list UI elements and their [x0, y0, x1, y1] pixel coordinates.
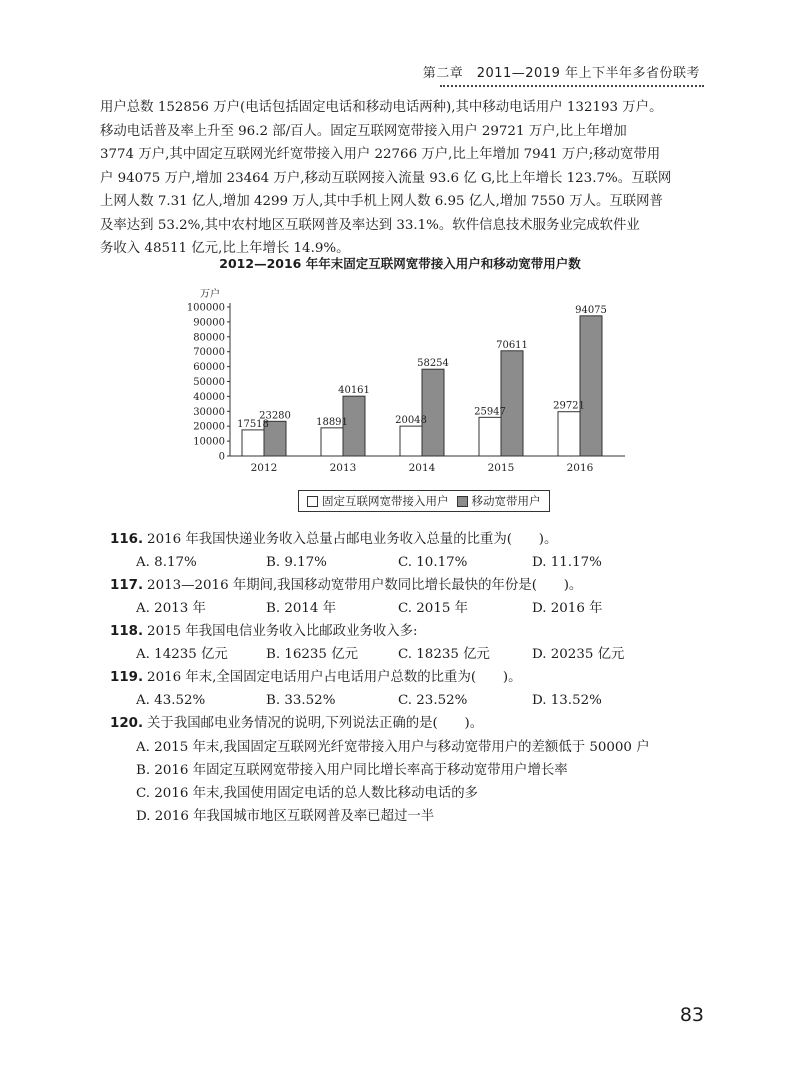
passage-line: 3774 万户,其中固定互联网光纤宽带接入用户 22766 万户,比上年增加 7941 万户;移动宽带用	[100, 147, 661, 162]
data-label-mobile: 94075	[575, 304, 607, 316]
option-b[interactable]: B. 9.17%	[266, 555, 327, 570]
x-tick-label: 2016	[566, 462, 594, 474]
option-d[interactable]: D. 13.52%	[532, 693, 602, 708]
passage-line: 移动电话普及率上升至 96.2 部/百人。固定互联网宽带接入用户 29721 万户,比上年增加	[100, 123, 627, 139]
question-text: 2013—2016 年期间,我国移动宽带用户数同比增长最快的年份是( )。	[147, 578, 583, 593]
y-tick-label: 70000	[193, 347, 225, 359]
option-a[interactable]: A. 2015 年末,我国固定互联网光纤宽带接入用户与移动宽带用户的差额低于 50000 户	[136, 740, 650, 755]
question-stem	[110, 528, 730, 552]
legend-swatch-fixed	[307, 496, 318, 507]
bar-fixed	[479, 417, 501, 456]
question-stem	[110, 574, 730, 598]
data-label-fixed: 29721	[553, 400, 585, 412]
option-d[interactable]: D. 2016 年	[532, 601, 603, 616]
question-120	[110, 712, 730, 828]
data-label-fixed: 17518	[237, 418, 269, 430]
bar-chart	[0, 270, 800, 490]
x-tick-label: 2012	[250, 462, 278, 474]
option-list	[136, 736, 730, 828]
bar-mobile	[501, 351, 523, 456]
option-a[interactable]: A. 2013 年	[136, 601, 206, 616]
y-tick-label: 60000	[193, 362, 225, 374]
y-axis-label: 万户	[200, 289, 220, 300]
passage-line: 及率达到 53.2%,其中农村地区互联网普及率达到 33.1%。软件信息技术服务业完成软件业	[100, 217, 640, 233]
y-tick-label: 20000	[193, 421, 225, 433]
option-a[interactable]: A. 43.52%	[136, 693, 206, 708]
question-119	[110, 666, 730, 712]
y-tick-label: 100000	[186, 302, 225, 314]
data-label-fixed: 25947	[474, 406, 506, 418]
option-c[interactable]: C. 23.52%	[398, 693, 468, 708]
question-116	[110, 528, 730, 574]
page-number: 83	[679, 1004, 704, 1026]
option-b[interactable]: B. 2014 年	[266, 601, 337, 616]
option-row	[136, 690, 730, 712]
chart-legend	[298, 490, 550, 512]
data-label-fixed: 18891	[316, 416, 348, 428]
data-label-mobile: 40161	[338, 385, 370, 397]
chart-title: 2012—2016 年年末固定互联网宽带接入用户和移动宽带用户数	[219, 256, 581, 271]
data-label-fixed: 20048	[395, 415, 427, 427]
y-tick-label: 0	[218, 451, 225, 463]
option-c[interactable]: C. 2016 年末,我国使用固定电话的总人数比移动电话的多	[136, 786, 479, 801]
y-tick-label: 50000	[193, 377, 225, 388]
bar-mobile	[580, 316, 602, 456]
question-list	[110, 528, 730, 828]
y-tick-label: 40000	[193, 391, 225, 403]
option-a[interactable]: A. 8.17%	[136, 555, 197, 570]
option-row	[136, 644, 730, 666]
option-c[interactable]: C. 10.17%	[398, 555, 468, 570]
passage-text	[100, 96, 710, 261]
passage-line: 用户总数 152856 万户(电话包括固定电话和移动电话两种),其中移动电话用户 132193 万户。	[100, 100, 663, 115]
data-label-mobile: 23280	[259, 410, 291, 422]
x-tick-label: 2014	[408, 462, 436, 474]
x-tick-label: 2013	[329, 462, 357, 474]
y-tick-label: 80000	[193, 332, 225, 344]
passage-line: 务收入 48511 亿元,比上年增长 14.9%。	[100, 241, 350, 256]
bar-fixed	[558, 412, 580, 456]
question-stem	[110, 666, 730, 690]
question-number: 117.	[110, 578, 144, 593]
x-tick-label: 2015	[487, 462, 515, 474]
option-d[interactable]: D. 20235 亿元	[532, 647, 625, 662]
option-c[interactable]: C. 2015 年	[398, 601, 469, 616]
legend-swatch-mobile	[457, 496, 468, 507]
bar-fixed	[400, 426, 422, 456]
option-row	[136, 552, 730, 574]
option-c[interactable]: C. 18235 亿元	[398, 647, 490, 662]
question-text: 2015 年我国电信业务收入比邮政业务收入多:	[147, 624, 418, 639]
y-tick-label: 90000	[193, 317, 225, 329]
legend-label-fixed: 固定互联网宽带接入用户	[322, 494, 449, 508]
legend-label-mobile: 移动宽带用户	[471, 494, 541, 508]
bar-fixed	[321, 428, 343, 456]
question-stem	[110, 712, 730, 736]
y-tick-label: 10000	[193, 436, 225, 448]
question-number: 119.	[110, 670, 144, 685]
question-117	[110, 574, 730, 620]
question-stem	[110, 620, 730, 644]
passage-line: 上网人数 7.31 亿人,增加 4299 万人,其中手机上网人数 6.95 亿人,增加 7550 万人。互联网普	[100, 194, 663, 209]
option-b[interactable]: B. 16235 亿元	[266, 647, 358, 662]
option-d[interactable]: D. 2016 年我国城市地区互联网普及率已超过一半	[136, 809, 435, 824]
data-label-mobile: 58254	[417, 358, 449, 370]
question-118	[110, 620, 730, 666]
question-text: 关于我国邮电业务情况的说明,下列说法正确的是( )。	[147, 716, 484, 731]
bar-mobile	[422, 369, 444, 456]
question-text: 2016 年末,全国固定电话用户占电话用户总数的比重为( )。	[147, 670, 522, 685]
option-b[interactable]: B. 2016 年固定互联网宽带接入用户同比增长率高于移动宽带用户增长率	[136, 763, 568, 778]
bar-fixed	[242, 430, 264, 456]
passage-line: 户 94075 万户,增加 23464 万户,移动互联网接入流量 93.6 亿 G,比上年增长 123.7%。互联网	[100, 170, 672, 186]
header-dotted-rule	[440, 85, 704, 87]
option-d[interactable]: D. 11.17%	[532, 555, 602, 570]
y-tick-label: 30000	[193, 406, 225, 418]
option-a[interactable]: A. 14235 亿元	[136, 647, 228, 662]
question-number: 116.	[110, 532, 144, 547]
data-label-mobile: 70611	[496, 339, 528, 351]
running-header: 第二章 2011—2019 年上下半年多省份联考	[422, 66, 700, 81]
option-b[interactable]: B. 33.52%	[266, 693, 336, 708]
question-number: 118.	[110, 624, 144, 639]
question-text: 2016 年我国快递业务收入总量占邮电业务收入总量的比重为( )。	[147, 532, 558, 547]
question-number: 120.	[110, 716, 144, 731]
option-row	[136, 598, 730, 620]
